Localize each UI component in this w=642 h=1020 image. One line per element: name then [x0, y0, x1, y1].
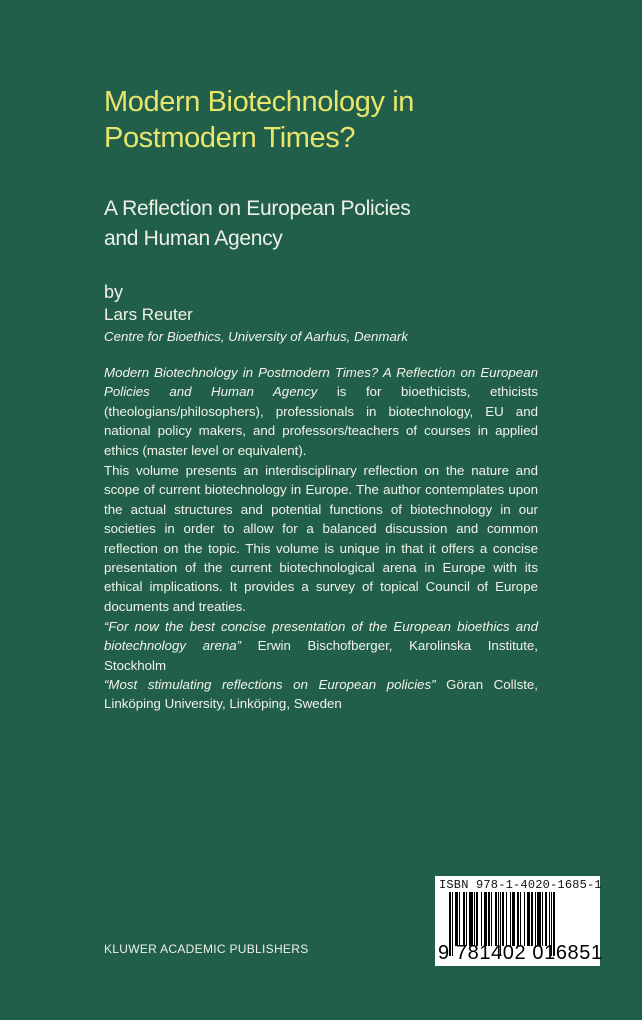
review-quote-2 — [104, 675, 538, 714]
author-affiliation: Centre for Bioethics, University of Aarhus, Denmark — [104, 329, 408, 344]
quote-attribution: Göran Collste, Linköping University, Linköping, Sweden — [104, 677, 539, 712]
description-paragraph-1 — [104, 363, 538, 460]
author-name: Lars Reuter — [104, 305, 193, 324]
description-paragraph-2: This volume presents an interdisciplinary reflection on the nature and scope of current biotechnology in Europe. The author contemplates upon the actual structures and potential functions of biotechnology in our societies in order to allow for a balanced discussion and common reflection on the topic. This volume is unique in that it offers a concise presentation of the current biotechnological arena in Europe with its ethical implications. It provides a survey of topical Council of Europe documents and treaties. — [104, 463, 538, 614]
subtitle-line-1: A Reflection on European Policies — [104, 197, 411, 220]
ean-digits: 9 781402 016851 — [438, 942, 603, 964]
isbn-label: ISBN 978-1-4020-1685-1 — [439, 878, 602, 892]
subtitle-line-2: and Human Agency — [104, 227, 283, 250]
publisher-name: KLUWER ACADEMIC PUBLISHERS — [104, 942, 309, 956]
title-line-1: Modern Biotechnology in — [104, 86, 414, 118]
review-quote-1 — [104, 617, 538, 675]
quote-text: “Most stimulating reflections on European policies” — [104, 677, 436, 692]
book-title — [104, 84, 544, 156]
barcode-bars — [449, 892, 595, 946]
book-title-italic: Modern Biotechnology in Postmodern Times? A Reflection on European Policies and Human Agency — [104, 365, 538, 400]
quote-attribution: Erwin Bischofberger, Karolinska Institute, Stockholm — [104, 638, 538, 673]
title-line-2: Postmodern Times? — [104, 122, 356, 154]
book-subtitle — [104, 194, 544, 254]
by-label: by — [104, 282, 124, 302]
audience-text: is for bioethicists, ethicists (theologians/philosophers), professionals in biotechnology, EU and national policy makers, and professors/teachers of courses in applied ethics (master level or equivalent). — [104, 384, 539, 458]
quote-text: “For now the best concise presentation of the European bioethics and biotechnology arena” — [104, 619, 538, 654]
isbn-barcode — [435, 876, 603, 966]
